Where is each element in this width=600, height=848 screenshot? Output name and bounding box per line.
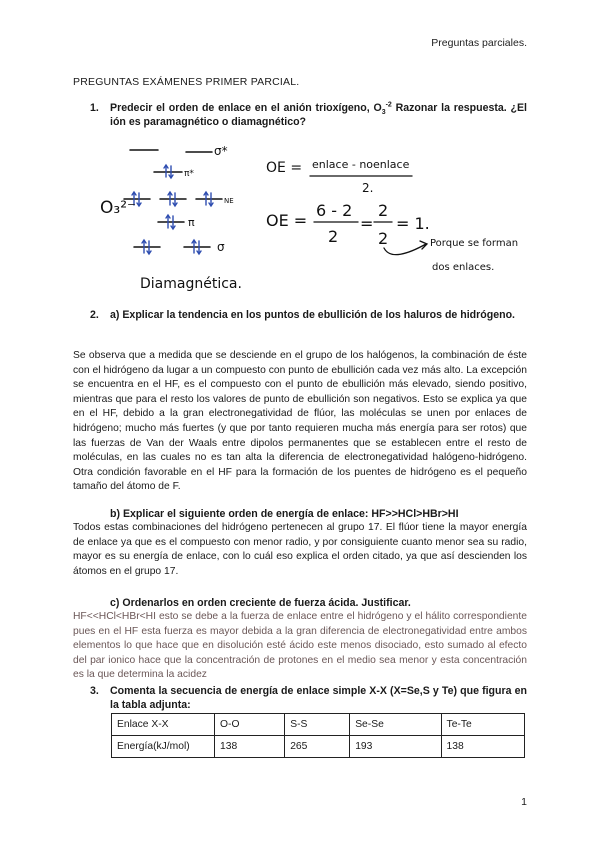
document-title: PREGUNTAS EXÁMENES PRIMER PARCIAL. — [73, 76, 300, 88]
answer-2c: HF<<HCl<HBr<HI esto se debe a la fuerza de enlace entre el hidrógeno y el hálito correspondiente pues en el HF esta fuerza es mayor debida a la gran diferencia de electronegatividad entre ambos elementos lo que hace que en disolución esté ácido este menos disociado, esto sumado al efecto del par ionico hace que la concentración de protones en el medio sea menor y esta concentración es la que determina la acidez — [73, 611, 527, 681]
calc-result: = 1. — [396, 214, 430, 233]
question-2b-heading: b) Explicar el siguiente orden de energía de enlace: HF>>HCl>HBr>HI — [110, 508, 459, 520]
table-cell: Te-Te — [441, 714, 524, 736]
label-pi: π — [188, 216, 195, 229]
table-cell: Enlace X-X — [112, 714, 215, 736]
bond-order-work — [262, 150, 537, 275]
table-cell: S-S — [285, 714, 350, 736]
question-2-number: 2. — [90, 309, 99, 321]
table-row — [112, 736, 525, 758]
calc-denominator-2: 2 — [378, 229, 389, 248]
question-1-text-a: Predecir el orden de enlace en el anión trioxígeno, O — [110, 102, 382, 114]
table-cell: 138 — [441, 736, 524, 758]
question-2-text: a) Explicar la tendencia en los puntos de ebullición de los haluros de hidrógeno. — [110, 309, 515, 321]
question-1 — [90, 101, 527, 129]
note-line-2: dos enlaces. — [432, 262, 495, 273]
table-cell: O-O — [215, 714, 285, 736]
label-pi-star: π* — [184, 169, 194, 179]
label-sigma: σ — [217, 240, 225, 254]
calc-numerator: 6 - 2 — [316, 201, 353, 220]
question-2 — [90, 308, 527, 322]
bond-energy-table — [111, 713, 525, 758]
page-number: 1 — [521, 796, 527, 808]
table-cell: 265 — [285, 736, 350, 758]
formula-oe: OE = — [266, 160, 303, 176]
label-sigma-star: σ* — [214, 144, 228, 158]
question-1-subscript: 3 — [381, 109, 386, 117]
question-3 — [90, 684, 527, 712]
question-2c-heading: c) Ordenarlos en orden creciente de fuerza ácida. Justificar. — [110, 597, 411, 609]
calc-denominator: 2 — [328, 227, 339, 246]
diamagnetic-label: Diamagnética. — [140, 276, 242, 292]
question-3-text: Comenta la secuencia de energía de enlace simple X-X (X=Se,S y Te) que figura en la tabla adjunta: — [110, 685, 527, 711]
table-cell: 138 — [215, 736, 285, 758]
table-cell: 193 — [350, 736, 441, 758]
page-header: Preguntas parciales. — [431, 37, 527, 49]
answer-2b: Todos estas combinaciones del hidrógeno pertenecen al grupo 17. El flúor tiene la mayor energía de enlace ya que es el compuesto con menor radio, y por consiguiente cuanto menor sea su radio, mayor es su energía de enlace, con lo cuál eso explica el orden citado, ya que así descienden los átomos en el grupo 17. — [73, 522, 527, 577]
calc-equals-1: = — [360, 214, 374, 233]
question-1-text-b: Razonar la respuesta. ¿El ión es paramagnético o diamagnético? — [110, 102, 527, 128]
question-1-number: 1. — [90, 102, 99, 114]
note-line-1: Porque se forman — [430, 238, 519, 249]
formula-denominator: 2. — [362, 181, 374, 195]
mo-diagram — [100, 135, 250, 295]
calc-lhs: OE = — [266, 211, 308, 230]
label-ne: NE — [224, 197, 234, 205]
calc-numerator-2: 2 — [378, 201, 389, 220]
table-cell: Se-Se — [350, 714, 441, 736]
table-row — [112, 714, 525, 736]
species-label: O₃²⁻ — [100, 198, 136, 218]
question-1-superscript: -2 — [385, 101, 392, 109]
table-cell: Energía(kJ/mol) — [112, 736, 215, 758]
electron-pairs — [132, 165, 213, 254]
note-arrow — [384, 241, 427, 255]
formula-numerator: enlace - noenlace — [312, 158, 410, 171]
question-3-number: 3. — [90, 685, 99, 697]
answer-2a: Se observa que a medida que se desciende en el grupo de los halógenos, la combinación de éste con el hidrógeno da lugar a un compuesto con punto de ebullición cada vez más alto. La excepción se encuentra en el HF, es el compuesto con el punto de ebullición más elevado, siendo positivo, mientras que para el resto los valores de punto de ebullición son negativos. Esto se explica ya que en el HF, debido a la gran electronegatividad de flúor, las moléculas se unen por enlaces de hidrógeno; mucho más fuertes (y que por tanto requieren mucha más energía para ser rotos) que las fuerzas de Van der Waals entre dipolos permanentes que se establecen entre el resto de moléculas, en las cuales no es tan alta la diferencia de electronegatividad halógeno-hidrógeno. Otra condición favorable en el HF para la formación de los puentes de hidrógeno es el pequeño tamaño del átomo de F. — [73, 350, 527, 493]
